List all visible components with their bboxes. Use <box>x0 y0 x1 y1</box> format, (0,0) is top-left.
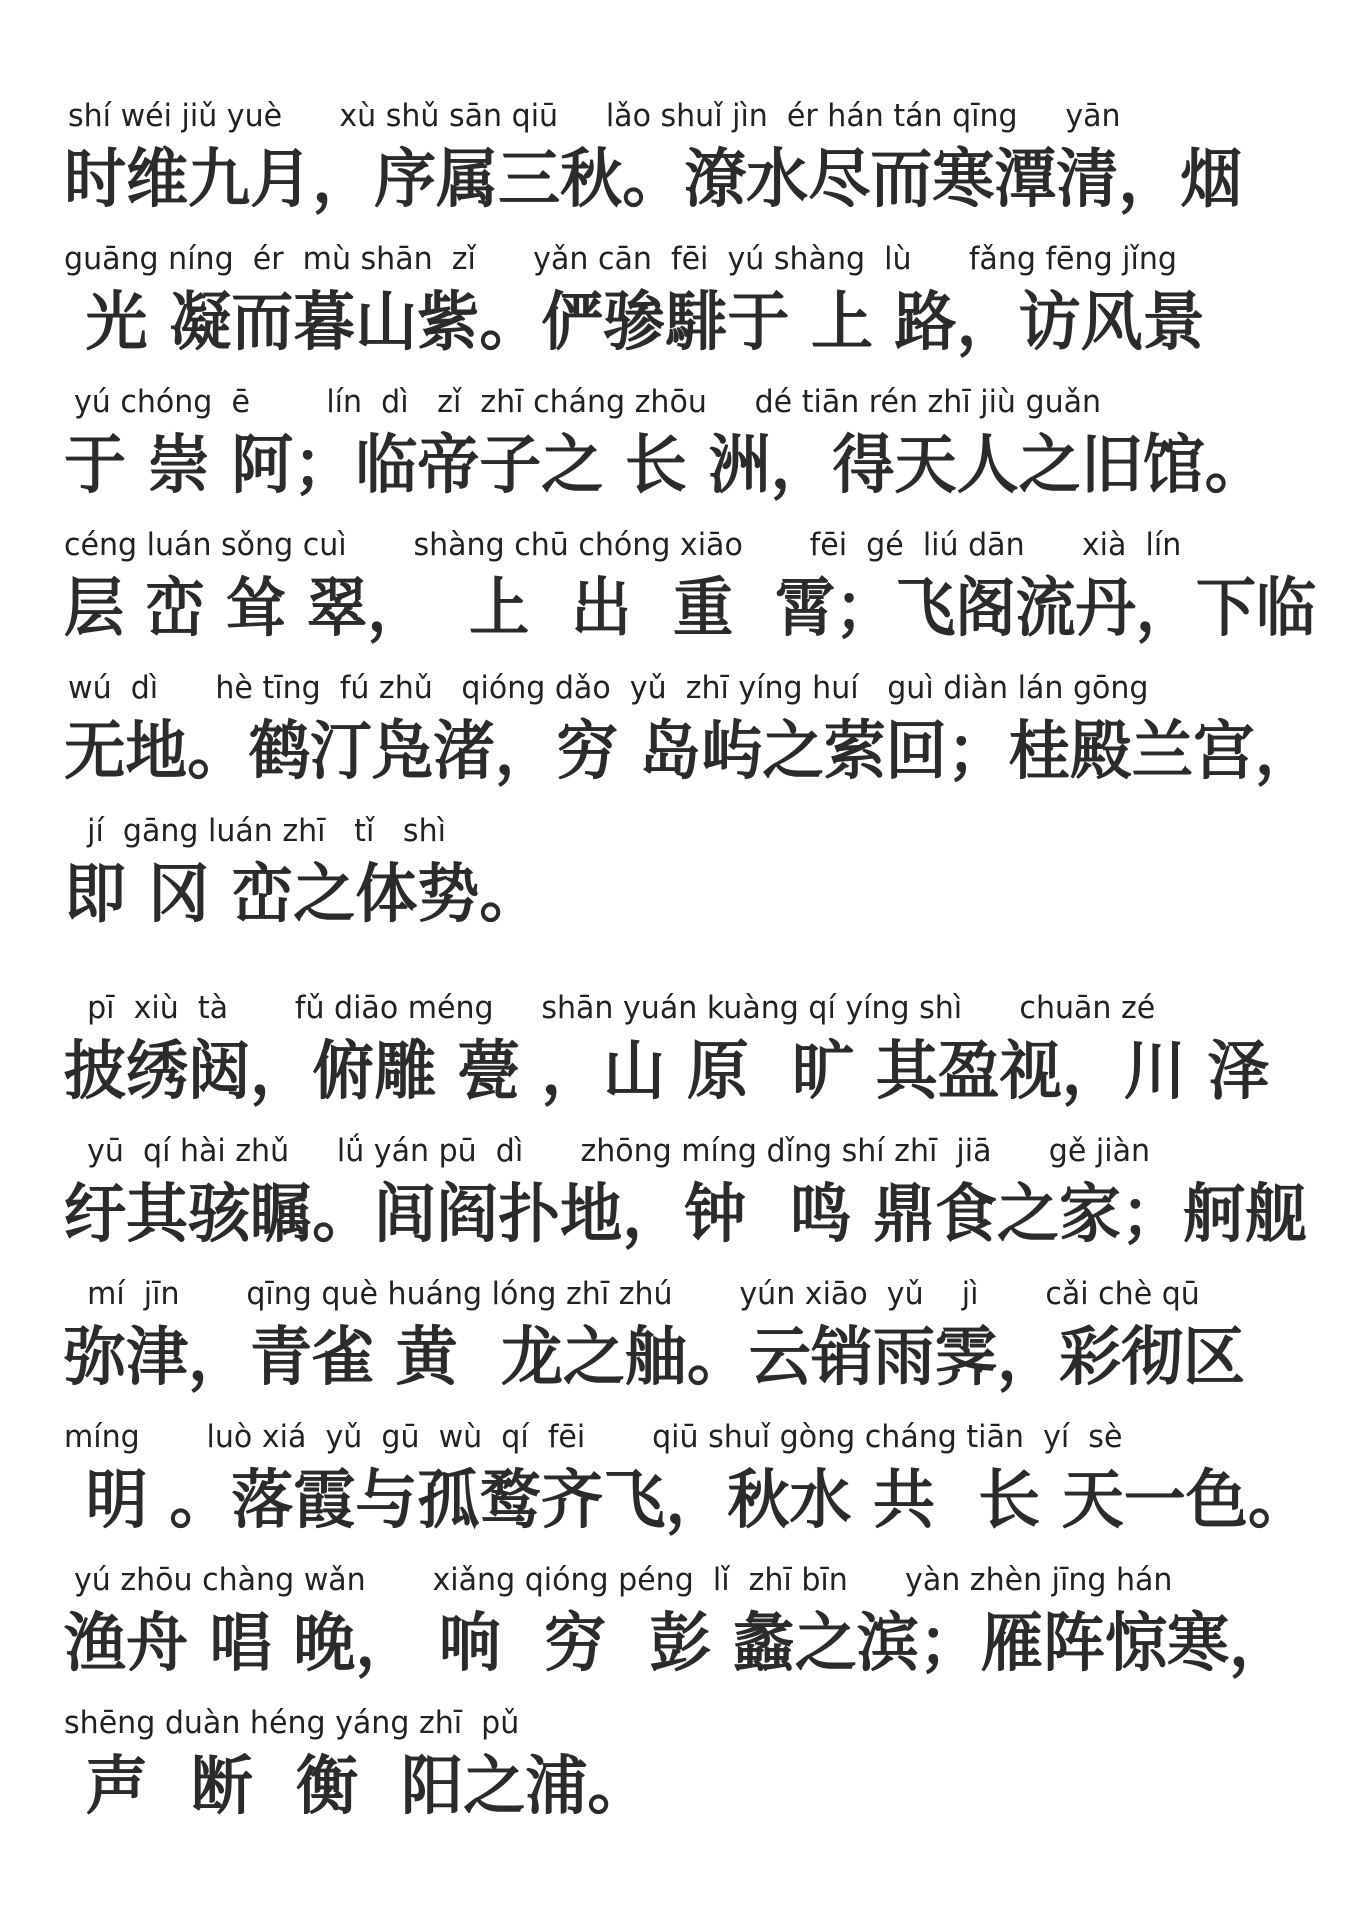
pinyin-annotation: mí jīn qīng què huáng lóng zhī zhú yún xiāo yǔ jì cǎi chè qū <box>68 1276 1200 1312</box>
pinyin-annotation: yú zhōu chàng wǎn xiǎng qióng péng lǐ zhī bīn yàn zhèn jīng hán <box>74 1562 1173 1598</box>
text-line <box>0 811 1356 953</box>
chinese-text: 即 冈 峦之体势。 <box>64 857 542 932</box>
pinyin-annotation: pī xiù tà fǔ diāo méng shān yuán kuàng qí yíng shì chuān zé <box>68 990 1156 1026</box>
text-line <box>0 1703 1356 1845</box>
text-line <box>0 239 1356 381</box>
pinyin-annotation: yú chóng ē lín dì zǐ zhī cháng zhōu dé tiān rén zhī jiù guǎn <box>74 384 1102 420</box>
chinese-text: 光 凝而暮山紫。俨骖騑于 上 路，访风景 <box>64 285 1205 360</box>
pinyin-annotation: míng luò xiá yǔ gū wù qí fēi qiū shuǐ gòng cháng tiān yí sè <box>64 1419 1123 1455</box>
chinese-text: 弥津，青雀 黄 龙之舳。云销雨霁，彩彻区 <box>64 1320 1246 1395</box>
chinese-text: 时维九月，序属三秋。潦水尽而寒潭清，烟 <box>64 142 1243 217</box>
chinese-text: 声 断 衡 阳之浦。 <box>64 1749 650 1824</box>
chinese-text: 渔舟 唱 晚， 响 穷 彭 蠡之滨；雁阵惊寒， <box>64 1606 1291 1681</box>
text-line <box>0 525 1356 667</box>
pinyin-annotation: shí wéi jiǔ yuè xù shǔ sān qiū lǎo shuǐ jìn ér hán tán qīng yān <box>68 98 1121 134</box>
pinyin-annotation: yū qí hài zhǔ lǘ yán pū dì zhōng míng dǐng shí zhī jiā gě jiàn <box>68 1133 1151 1169</box>
pinyin-annotation: guāng níng ér mù shān zǐ yǎn cān fēi yú shàng lù fǎng fēng jǐng <box>64 241 1177 277</box>
text-line <box>0 668 1356 810</box>
chinese-text: 明 。落霞与孤鹜齐飞，秋水 共 长 天一色。 <box>64 1463 1310 1538</box>
chinese-text: 纡其骇瞩。闾阎扑地，钟 鸣 鼎食之家；舸舰 <box>64 1177 1308 1252</box>
text-line <box>0 1560 1356 1702</box>
text-line <box>0 1274 1356 1416</box>
chinese-text: 层 峦 耸 翠， 上 出 重 霄；飞阁流丹，下临 <box>64 571 1317 646</box>
chinese-text: 披绣闼，俯雕 甍 ，山 原 旷 其盈视，川 泽 <box>64 1034 1270 1109</box>
pinyin-annotation: shēng duàn héng yáng zhī pǔ <box>64 1705 520 1741</box>
text-line <box>0 382 1356 524</box>
pinyin-annotation: céng luán sǒng cuì shàng chū chóng xiāo fēi gé liú dān xià lín <box>64 527 1182 563</box>
text-line <box>0 988 1356 1130</box>
chinese-text: 无地。鹤汀凫渚，穷 岛屿之萦回；桂殿兰宫， <box>64 714 1317 789</box>
pinyin-annotation: wú dì hè tīng fú zhǔ qióng dǎo yǔ zhī yíng huí guì diàn lán gōng <box>68 670 1149 706</box>
pinyin-annotation: jí gāng luán zhī tǐ shì <box>68 813 446 849</box>
text-line <box>0 1131 1356 1273</box>
chinese-text: 于 崇 阿；临帝子之 长 洲，得天人之旧馆。 <box>64 428 1267 503</box>
text-line <box>0 1417 1356 1559</box>
text-line <box>0 96 1356 238</box>
